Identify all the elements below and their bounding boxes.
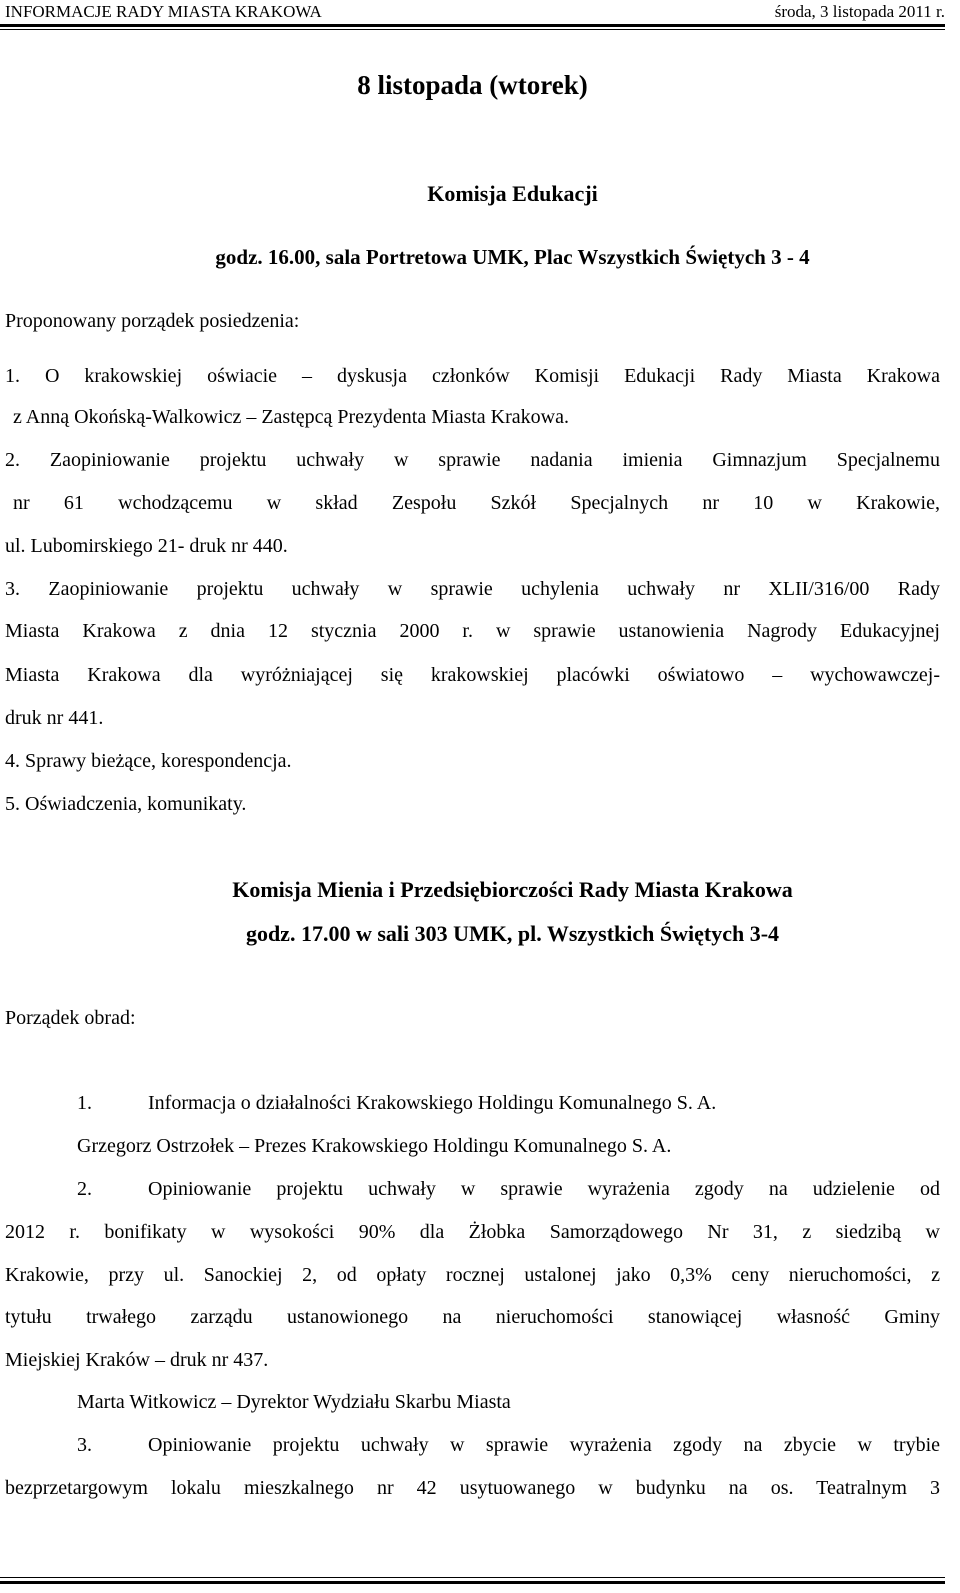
meeting1-line-8: Miasta Krakowa dla wyróżniającej się krakowskiej placówki oświatowo – wychowawczej- [5, 664, 940, 686]
meeting2-item-3-line-2: bezprzetargowym lokalu mieszkalnego nr 42 usytuowanego w budynku na os. Teatralnym 3 [5, 1477, 940, 1499]
meeting1-line-2: z Anną Okońską-Walkowicz – Zastępcą Prezydenta Miasta Krakowa. [13, 406, 569, 428]
meeting2-location: godz. 17.00 w sali 303 UMK, pl. Wszystkich Świętych 3-4 [245, 921, 780, 946]
footer-rule-thin [0, 1577, 945, 1578]
meeting1-line-11: 5. Oświadczenia, komunikaty. [5, 793, 247, 815]
meeting2-item-2-first-line: Opiniowanie projektu uchwały w sprawie wyrażenia zgody na udzielenie od [148, 1178, 940, 1200]
footer-rule-thick [0, 1581, 945, 1584]
meeting2-agenda-label: Porządek obrad: [5, 1007, 136, 1029]
meeting1-line-7: Miasta Krakowa z dnia 12 stycznia 2000 r. w sprawie ustanowienia Nagrody Edukacyjnej [5, 620, 940, 642]
meeting2-item-2-line-4: tytułu trwałego zarządu ustanowionego na nieruchomości stanowiącej własność Gminy [5, 1306, 940, 1328]
header-rule-thin [0, 29, 945, 30]
meeting1-agenda-label: Proponowany porządek posiedzenia: [5, 310, 300, 332]
meeting2-item-2 [77, 1178, 940, 1201]
meeting1-location: godz. 16.00, sala Portretowa UMK, Plac Wszystkich Świętych 3 - 4 [215, 245, 810, 269]
page-header [0, 0, 945, 30]
header-publication-title: INFORMACJE RADY MIASTA KRAKOWA [5, 2, 322, 21]
meeting2-item-1-number: 1. [77, 1092, 92, 1114]
meeting2-item-3 [77, 1434, 940, 1457]
meeting1-title: Komisja Edukacji [427, 181, 598, 206]
meeting2-item-1-text: Informacja o działalności Krakowskiego Holdingu Komunalnego S. A. [148, 1092, 717, 1114]
meeting2-title: Komisja Mienia i Przedsiębiorczości Rady Miasta Krakowa [232, 877, 793, 902]
date-heading: 8 listopada (wtorek) [357, 70, 588, 100]
meeting1-line-1: 1. O krakowskiej oświacie – dyskusja członków Komisji Edukacji Rady Miasta Krakowa [5, 365, 940, 387]
header-rule-thick [0, 24, 945, 27]
meeting2-item-1-person: Grzegorz Ostrzołek – Prezes Krakowskiego Holdingu Komunalnego S. A. [77, 1135, 672, 1157]
meeting2-item-2-line-5: Miejskiej Kraków – druk nr 437. [5, 1349, 269, 1371]
meeting2-item-2-person: Marta Witkowicz – Dyrektor Wydziału Skarbu Miasta [77, 1391, 511, 1413]
meeting1-line-4: nr 61 wchodzącemu w skład Zespołu Szkół Specjalnych nr 10 w Krakowie, [13, 492, 940, 514]
meeting2-item-3-number: 3. [77, 1434, 92, 1456]
header-date: środa, 3 listopada 2011 r. [774, 2, 945, 21]
meeting1-line-10: 4. Sprawy bieżące, korespondencja. [5, 750, 292, 772]
meeting2-item-3-first-line: Opiniowanie projektu uchwały w sprawie wyrażenia zgody na zbycie w trybie [148, 1434, 940, 1456]
meeting2-item-2-number: 2. [77, 1178, 92, 1200]
meeting1-line-5: ul. Lubomirskiego 21- druk nr 440. [5, 535, 288, 557]
meeting1-line-3: 2. Zaopiniowanie projektu uchwały w sprawie nadania imienia Gimnazjum Specjalnemu [5, 449, 940, 471]
meeting1-line-9: druk nr 441. [5, 707, 104, 729]
meeting2-item-2-line-2: 2012 r. bonifikaty w wysokości 90% dla Żłobka Samorządowego Nr 31, z siedzibą w [5, 1221, 940, 1243]
meeting2-item-1 [77, 1092, 940, 1115]
meeting2-item-2-line-3: Krakowie, przy ul. Sanockiej 2, od opłaty rocznej ustalonej jako 0,3% ceny nieruchomości, z [5, 1264, 940, 1286]
meeting1-line-6: 3. Zaopiniowanie projektu uchwały w sprawie uchylenia uchwały nr XLII/316/00 Rady [5, 578, 940, 600]
